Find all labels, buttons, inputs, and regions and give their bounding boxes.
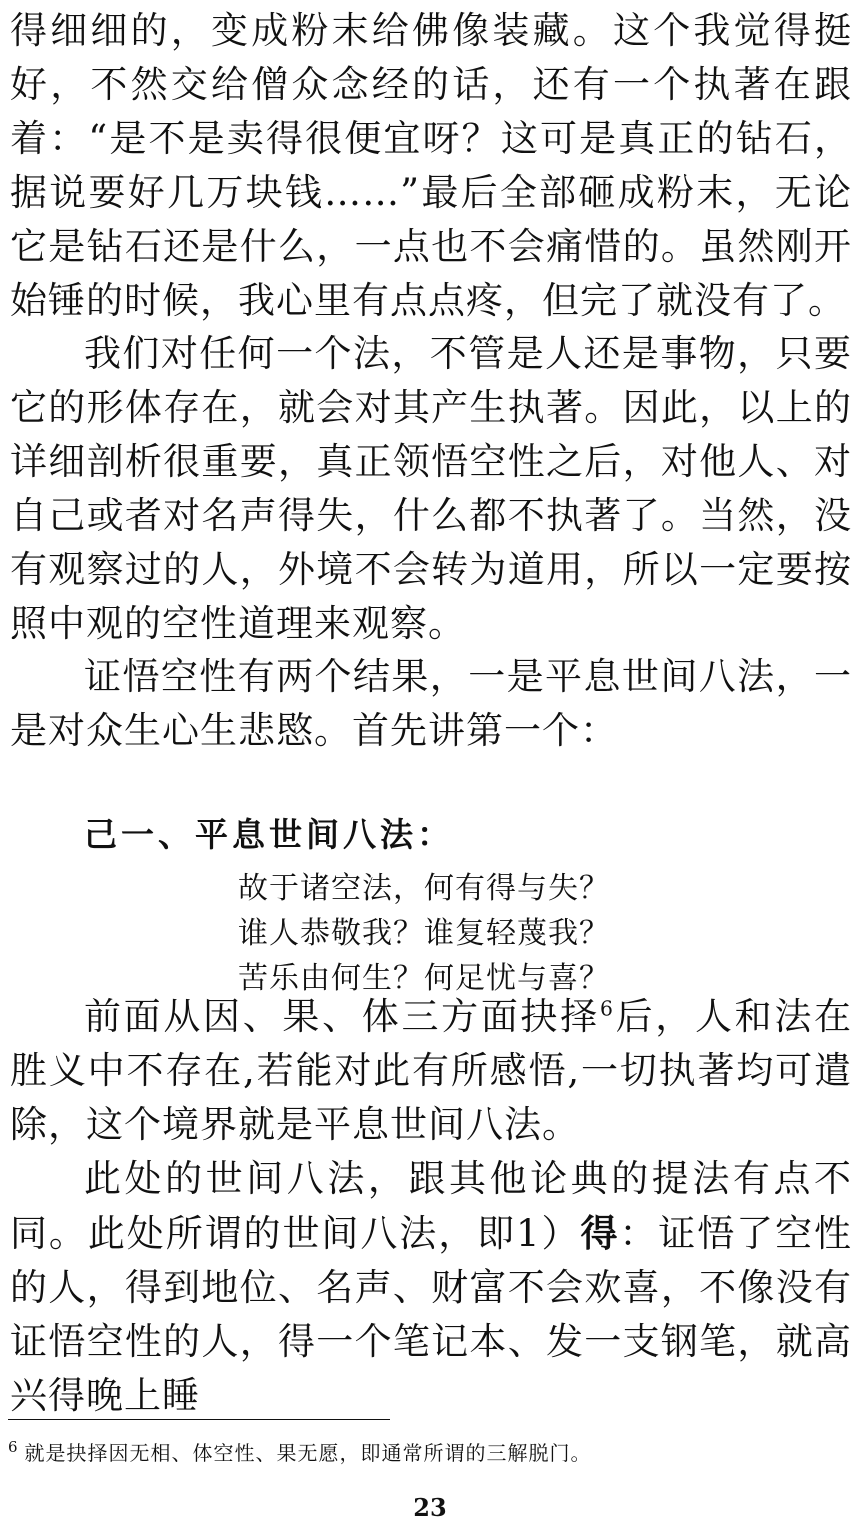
paragraph-text: ：证悟了空性的人，得到地位、名声、财富不会欢喜，不像没有证悟空性的人，得一个笔记本、发一支钢笔，就高兴得晚上睡: [10, 1212, 853, 1417]
paragraph-eight-dharmas-intro: [10, 990, 852, 1152]
paragraph-diamond-powder: 得细细的，变成粉末给佛像装藏。这个我觉得挺好，不然交给僧众念经的话，还有一个执著在跟着：“是不是卖得很便宜呀？这可是真正的钻石，据说要好几万块钱……”最后全部砸成粉末，无论它是钻石还是什么，一点也不会痛惜的。虽然刚开始锤的时候，我心里有点点疼，但完了就没有了。: [10, 9, 852, 322]
paragraph-text: 此处的世间八法，跟其他论典的提法有点不同。此处所谓的世间八法，即1）: [10, 1157, 852, 1255]
paragraph-text: 前面从因、果、体三方面抉择: [84, 995, 600, 1038]
footnote: [8, 1438, 848, 1468]
footnote-text: 就是抉择因无相、体空性、果无愿，即通常所谓的三解脱门。: [24, 1441, 592, 1465]
paragraph-attachment: 我们对任何一个法，不管是人还是事物，只要它的形体存在，就会对其产生执著。因此，以上的详细剖析很重要，真正领悟空性之后，对他人、对自己或者对名声得失，什么都不执著了。当然，没有观察过的人，外境不会转为道用，所以一定要按照中观的空性道理来观察。: [10, 332, 852, 645]
footnote-mark: 6: [8, 1438, 19, 1457]
paragraph-two-results: 证悟空性有两个结果，一是平息世间八法，一是对众生心生悲愍。首先讲第一个：: [10, 655, 852, 752]
paragraph-text: 后，人和法在胜义中不存在,若能对此有所感悟,一切执著均可遣除，这个境界就是平息世间八法。: [10, 995, 853, 1146]
page-number: 23: [413, 1493, 447, 1522]
verse-line: 谁人恭敬我？谁复轻蔑我？: [238, 916, 610, 951]
footnote-divider: [8, 1419, 390, 1420]
section-heading: 己一、平息世间八法：: [84, 815, 454, 854]
bold-term: 得: [580, 1211, 620, 1255]
verse-block: [238, 866, 610, 1001]
footnote-reference[interactable]: 6: [599, 996, 614, 1021]
verse-line: 故于诸空法，何有得与失？: [238, 871, 610, 906]
verse-line: 苦乐由何生？何足忧与喜？: [238, 961, 610, 996]
paragraph-eight-dharmas-detail: [10, 1152, 852, 1423]
